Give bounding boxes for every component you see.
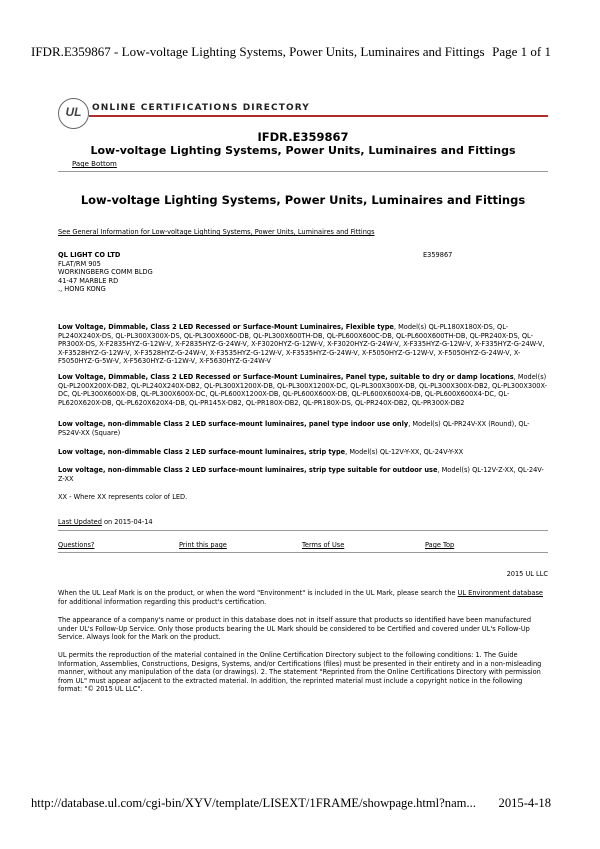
general-info-link[interactable]: See General Information for Low-voltage Lighting Systems, Power Units, Luminaires and Fittings (58, 228, 375, 236)
divider (58, 530, 548, 531)
company-block (58, 251, 278, 294)
print-page-link[interactable]: Print this page (179, 541, 227, 549)
file-number: E359867 (423, 251, 453, 259)
last-updated-link[interactable]: Last Updated (58, 518, 102, 526)
product-models: , Model(s) QL-PL200X200X-DB2, QL-PL240X240X-DB2, QL-PL300X1200X-DB, QL-PL300X1200X-DC, QL-PL300X300X-DB, QL-PL300X300X-DB2, QL-PL300X300X-DC, QL-PL300X600X-DB, QL-PL300X600X-DC, QL-PL600X1200X-DB, QL-PL600X600X-DB, QL-PL600X600X4-DB, QL-PL600X600X4-DC, QL-PL620X620X-DB, QL-PL620X620X4-DB, QL-PR145X-DB2, QL-PR180X-DB2, QL-PR180X-DS, QL-PR240X-DB2, QL-PR300X-DB2 (58, 373, 548, 407)
directory-banner (58, 98, 548, 130)
product-category: Low voltage, non-dimmable Class 2 LED surface-mount luminaires, strip type suitable for outdoor use (58, 466, 438, 474)
product-models: , Model(s) QL-12V-Y-XX, QL-24V-Y-XX (345, 448, 464, 456)
leaf-mark-notice: When the UL Leaf Mark is on the product, or when the word "Environment" is included in the UL Mark, please search the UL Environment database for additional information regarding this product's certification. (58, 589, 543, 606)
product-category: Low voltage, non-dimmable Class 2 LED surface-mount luminaires, panel type indoor use only (58, 420, 409, 428)
print-footer-url: http://database.ul.com/cgi-bin/XYV/template/LISEXT/1FRAME/showpage.html?nam... (31, 796, 476, 810)
address-line: ., HONG KONG (58, 285, 106, 294)
print-footer (31, 796, 551, 811)
product-models: , Model(s) QL-PR24V-XX (Round), QL-PS24V-XX (Square) (58, 420, 530, 437)
ul-logo-icon[interactable]: UL (58, 98, 89, 129)
divider (58, 552, 548, 553)
page-bottom-link[interactable]: Page Bottom (72, 160, 117, 168)
product-entry (58, 323, 548, 366)
questions-link[interactable]: Questions? (58, 541, 95, 549)
print-header-title: IFDR.E359867 - Low-voltage Lighting Systems, Power Units, Luminaires and Fittings (31, 44, 485, 59)
product-category: Low voltage, non-dimmable Class 2 LED surface-mount luminaires, strip type (58, 448, 346, 456)
product-category: Low Voltage, Dimmable, Class 2 LED Recessed or Surface-Mount Luminaires, Flexible type (58, 323, 394, 331)
company-name: QL LIGHT CO LTD (58, 251, 121, 259)
document-id: IFDR.E359867 (257, 130, 349, 144)
product-entry (58, 420, 548, 437)
terms-of-use-link[interactable]: Terms of Use (302, 541, 345, 549)
product-entry (58, 448, 548, 457)
print-page-number: Page 1 of 1 (492, 44, 551, 59)
banner-label: ONLINE CERTIFICATIONS DIRECTORY (92, 103, 310, 113)
address-line: WORKINGBERG COMM BLDG (58, 268, 153, 277)
print-header (31, 44, 551, 60)
copyright: 2015 UL LLC (506, 570, 548, 578)
divider (58, 171, 548, 172)
address-line: FLAT/RM 905 (58, 259, 101, 268)
product-category: Low Voltage, Dimmable, Class 2 LED Recessed or Surface-Mount Luminaires, Panel type, suitable to dry or damp locations (58, 373, 514, 381)
ul-environment-link[interactable]: UL Environment database (457, 589, 543, 597)
document-title: Low-voltage Lighting Systems, Power Units, Luminaires and Fittings (90, 144, 516, 157)
product-entry (58, 373, 548, 407)
appearance-notice: The appearance of a company's name or product in this database does not in itself assure that products so identified have been manufactured under UL's Follow-Up Service. Only those products bearing the UL Mark should be considered to be Certified and covered under UL's Follow-Up Service. Always look for the Mark on the product. (58, 616, 532, 642)
address-line: 41-47 MARBLE RD (58, 276, 119, 285)
color-note: XX - Where XX represents color of LED. (58, 493, 188, 501)
main-heading: Low-voltage Lighting Systems, Power Units, Luminaires and Fittings (80, 193, 526, 207)
last-updated-date: on 2015-04-14 (101, 518, 153, 526)
last-updated (58, 518, 153, 527)
banner-divider (89, 115, 548, 117)
product-models: , Model(s) QL-PL180X180X-DS, QL-PL240X240X-DS, QL-PL300X300X-DS, QL-PL300X600C-DB, QL-PL300X600TH-DB, QL-PL600X600C-DB, QL-PL600X600TH-DB, QL-PR240X-DS, QL-PR300X-DS, X-F2835HYZ-G-12W-V, X-F2835HYZ-G-24W-V, X-F3020HYZ-G-12W-V, X-F3020HYZ-G-24W-V, X-F335HYZ-G-12W-V, X-F335HYZ-G-24W-V, X-F3528HYZ-G-12W-V, X-F3528HYZ-G-24W-V, X-F3535HYZ-G-12W-V, X-F3535HYZ-G-24W-V, X-F5050HYZ-G-12W-V, X-F5050HYZ-G-24W-V, X-F5050HYZ-G-5W-V, X-F5630HYZ-G-12W-V, X-F5630HYZ-G-24W-V (58, 323, 545, 366)
page-top-link[interactable]: Page Top (425, 541, 455, 549)
reproduction-notice: UL permits the reproduction of the material contained in the Online Certification Directory subject to the following conditions: 1. The Guide Information, Assemblies, Constructions, Designs, Systems, and/or Certifications (files) must be presented in their entirety and in a non-misleading manner, without any manipulation of the data (or drawings). 2. The statement "Reprinted from the Online Certifications Directory with permission from UL" must appear adjacent to the extracted material. In addition, the reprinted material must include a copyright notice in the following format: "© 2015 UL LLC". (58, 651, 542, 694)
product-entry (58, 466, 548, 483)
product-models: , Model(s) QL-12V-Z-XX, QL-24V-Z-XX (58, 466, 544, 483)
print-footer-date: 2015-4-18 (498, 796, 551, 810)
